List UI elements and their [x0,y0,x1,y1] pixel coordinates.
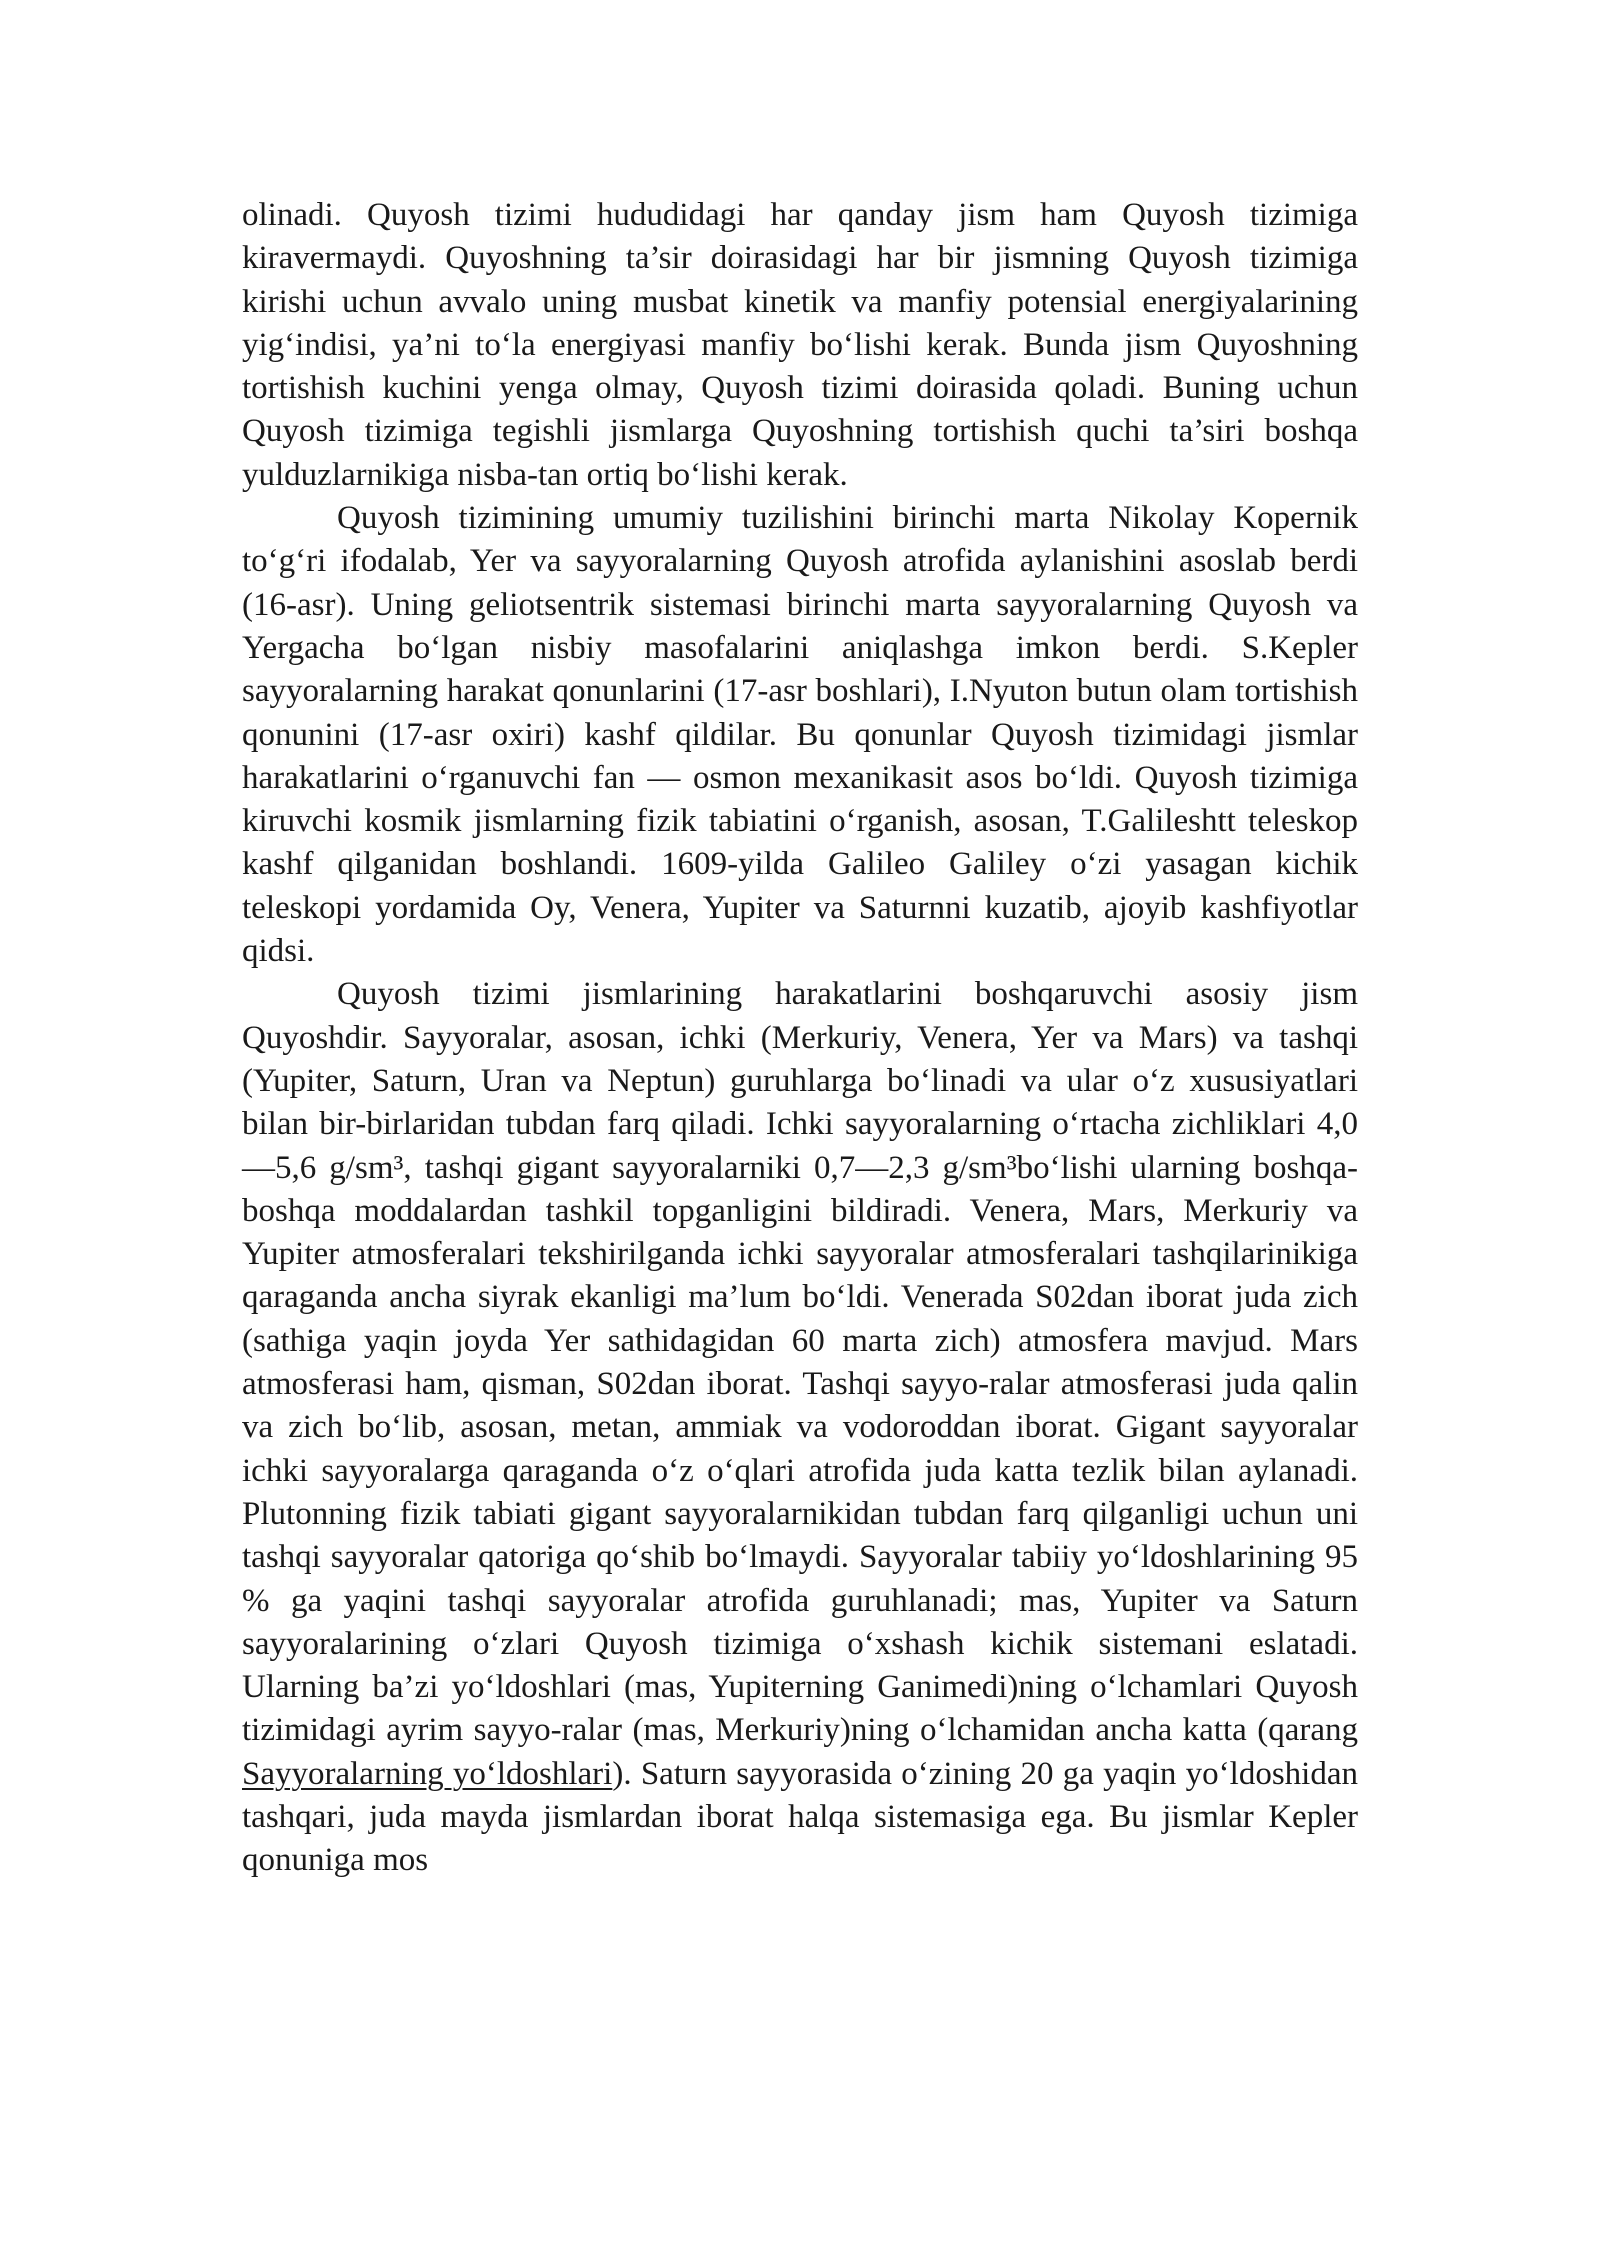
document-body [242,194,1358,1883]
paragraph-3 [242,973,1358,1882]
paragraph-2: Quyosh tizimining umumiy tuzilishini birinchi marta Nikolay Kopernik to‘g‘ri ifodalab, Yer va sayyoralarning Quyosh atrofida aylanishini asoslab berdi (16-asr). Uning geliotsentrik sistemasi birinchi marta sayyoralarning Quyosh va Yergacha bo‘lgan nisbiy masofalarini aniqlashga imkon berdi. S.Kepler sayyoralarning harakat qonunlarini (17-asr boshlari), I.Nyuton butun olam tortishish qonunini (17-asr oxiri) kashf qildilar. Bu qonunlar Quyosh tizimidagi jismlar harakatlarini o‘rganuvchi fan — osmon mexanikasit asos bo‘ldi. Quyosh tizimiga kiruvchi kosmik jismlarning fizik tabiatini o‘rganish, asosan, T.Galileshtt teleskop kashf qilganidan boshlandi. 1609-yilda Galileo Galiley o‘zi yasagan kichik teleskopi yordamida Oy, Venera, Yupiter va Saturnni kuzatib, ajoyib kashfiyotlar qidsi. [242,500,1358,970]
paragraph-1: olinadi. Quyosh tizimi hududidagi har qanday jism ham Quyosh tizimiga kiravermaydi. Quyoshning ta’sir doirasidagi har bir jismning Quyosh tizimiga kirishi uchun avvalo uning musbat kinetik va manfiy potensial energiyalarining yig‘indisi, ya’ni to‘la energiyasi manfiy bo‘lishi kerak. Bunda jism Quyoshning tortishish kuchini yenga olmay, Quyosh tizimi doirasida qoladi. Buning uchun Quyosh tizimiga tegishli jismlarga Quyoshning tortishish quchi ta’siri boshqa yulduzlarnikiga nisba-tan ortiq bo‘lishi kerak. [242,197,1358,493]
paragraph-3-text-after-link: ). Saturn sayyorasida o‘zining 20 ga yaqin yo‘ldoshidan tashqari, juda mayda jismlardan iborat halqa sistemasiga ega. Bu jismlar Kepler qonuniga mos [242,1755,1358,1879]
paragraph-3-text-before-link: Quyosh tizimi jismlarining harakatlarini boshqaruvchi asosiy jism Quyoshdir. Sayyoralar, asosan, ichki (Merkuriy, Venera, Yer va Mars) va tashqi (Yupiter, Saturn, Uran va Neptun) guruhlarga bo‘linadi va ular o‘z xususiyatlari bilan bir-birlaridan tubdan farq qiladi. Ichki sayyoralarning o‘rtacha zichliklari 4,0—5,6 g/sm³, tashqi gigant sayyoralarniki 0,7—2,3 g/sm³bo‘lishi ularning boshqa-boshqa moddalardan tashkil topganligini bildiradi. Venera, Mars, Merkuriy va Yupiter atmosferalari tekshirilganda ichki sayyoralar atmosferalari tashqilarinikiga qaraganda ancha siyrak ekanligi ma’lum bo‘ldi. Venerada S02dan iborat juda zich (sathiga yaqin joyda Yer sathidagidan 60 marta zich) atmosfera mavjud. Mars atmosferasi ham, qisman, S02dan iborat. Tashqi sayyo-ralar atmosferasi juda qalin va zich bo‘lib, asosan, metan, ammiak va vodoroddan iborat. Gigant sayyoralar ichki sayyoralarga qaraganda o‘z o‘qlari atrofida juda katta tezlik bilan aylanadi. Plutonning fizik tabiati gigant sayyoralarnikidan tubdan farq qilganligi uchun uni tashqi sayyoralar qatoriga qo‘shib bo‘lmaydi. Sayyoralar tabiiy yo‘ldoshlarining 95 % ga yaqini tashqi sayyoralar atrofida guruhlanadi; mas, Yupiter va Saturn sayyoralarining o‘zlari Quyosh tizimiga o‘xshash kichik sistemani eslatadi. Ularning ba’zi yo‘ldoshlari (mas, Yupiterning Ganimedi)ning o‘lchamlari Quyosh tizimidagi ayrim sayyo-ralar (mas, Merkuriy)ning o‘lchamidan ancha katta (qarang [242,976,1358,1749]
sayyoralarning-yoldoshlari-link[interactable]: Sayyoralarning yo‘ldoshlari [242,1755,613,1792]
